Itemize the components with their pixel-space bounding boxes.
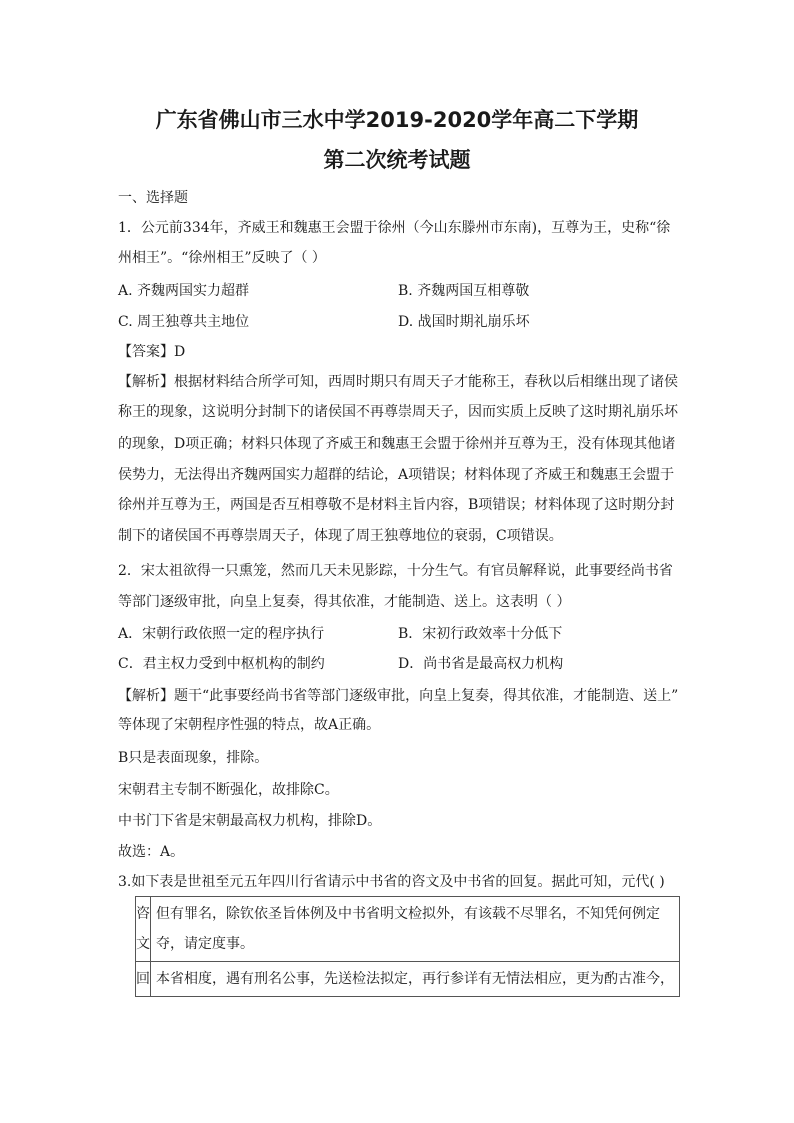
- q2-analysis-line: 宋朝君主专制不断强化，故排除C。: [118, 782, 339, 798]
- q1-stem-line: 州相王”。“徐州相王”反映了（ ）: [118, 250, 326, 266]
- table-row-label: [136, 897, 151, 962]
- q1-option-b: B. 齐魏两国互相尊敬: [398, 283, 530, 299]
- table-row-text: 但有罪名，除钦依圣旨体例及中书省明文检拟外，有该载不尽罪名，不知凭何例定夺，请定度事。: [151, 897, 680, 962]
- q2-option-a: A．宋朝行政依照一定的程序执行: [118, 626, 325, 642]
- table-row-label-char: 文: [136, 936, 150, 952]
- q3-stem-line: 3.如下表是世祖至元五年四川行省请示中书省的咨文及中书省的回复。据此可知，元代( ): [118, 874, 665, 890]
- q2-option-c: C．君主权力受到中枢机构的制约: [118, 656, 325, 672]
- section-heading: 一、选择题: [118, 190, 188, 206]
- q1-analysis-line: 侯势力，无法得出齐魏两国实力超群的结论，A项错误；材料体现了齐威王和魏惠王会盟于: [118, 467, 675, 483]
- page-title-line2: 第二次统考试题: [323, 148, 471, 172]
- q1-option-c: C. 周王独尊共主地位: [118, 314, 250, 330]
- table-row: [136, 962, 680, 997]
- q2-stem-line: 2．宋太祖欲得一只熏笼，然而几天未见影踪，十分生气。有官员解释说，此事要经尚书省: [118, 563, 673, 579]
- table-row-text: 本省相度，遇有刑名公事，先送检法拟定，再行参详有无情法相应，更为酌古准今，: [151, 962, 680, 997]
- q3-table: [135, 896, 680, 997]
- table-row-label-char: 咨: [136, 906, 150, 922]
- q2-option-b: B．宋初行政效率十分低下: [398, 626, 563, 642]
- q1-analysis-line: 制下的诸侯国不再尊崇周天子，体现了周王独尊地位的衰弱，C项错误。: [118, 528, 563, 544]
- q2-analysis-line: B只是表面现象，排除。: [118, 750, 269, 766]
- q1-analysis-line: 徐州并互尊为王，两国是否互相尊敬不是材料主旨内容，B项错误；材料体现了这时期分封: [118, 497, 675, 513]
- q2-analysis-line: 中书门下省是宋朝最高权力机构，排除D。: [118, 813, 382, 829]
- q2-analysis-line: 等体现了宋朝程序性强的特点，故A正确。: [118, 717, 381, 733]
- q1-stem-line: 1．公元前334年，齐威王和魏惠王会盟于徐州（今山东滕州市东南)，互尊为王，史称“徐: [118, 220, 671, 236]
- table-row-label: [136, 962, 151, 997]
- q2-analysis-line: 【解析】题干“此事要经尚书省等部门逐级审批，向皇上复奏，得其依准，才能制造、送上”: [118, 688, 679, 704]
- q2-option-d: D．尚书省是最高权力机构: [398, 656, 564, 672]
- q1-analysis-line: 【解析】根据材料结合所学可知，西周时期只有周天子才能称王，春秋以后相继出现了诸侯: [118, 374, 678, 390]
- q1-analysis-line: 称王的现象，这说明分封制下的诸侯国不再尊崇周天子，因而实质上反映了这时期礼崩乐坏: [118, 404, 678, 420]
- q1-answer: 【答案】D: [118, 344, 186, 360]
- q1-option-d: D. 战国时期礼崩乐坏: [398, 314, 530, 330]
- table-row: [136, 897, 680, 962]
- page-title-line1: 广东省佛山市三水中学2019-2020学年高二下学期: [155, 108, 639, 132]
- table-row-label-char: 回: [136, 971, 150, 987]
- q2-stem-line: 等部门逐级审批，向皇上复奏，得其依准，才能制造、送上。这表明（ ）: [118, 594, 571, 610]
- q2-analysis-line: 故选：A。: [118, 844, 185, 860]
- q1-option-a: A. 齐魏两国实力超群: [118, 283, 250, 299]
- q1-analysis-line: 的现象，D项正确；材料只体现了齐威王和魏惠王会盟于徐州并互尊为王，没有体现其他诸: [118, 436, 676, 452]
